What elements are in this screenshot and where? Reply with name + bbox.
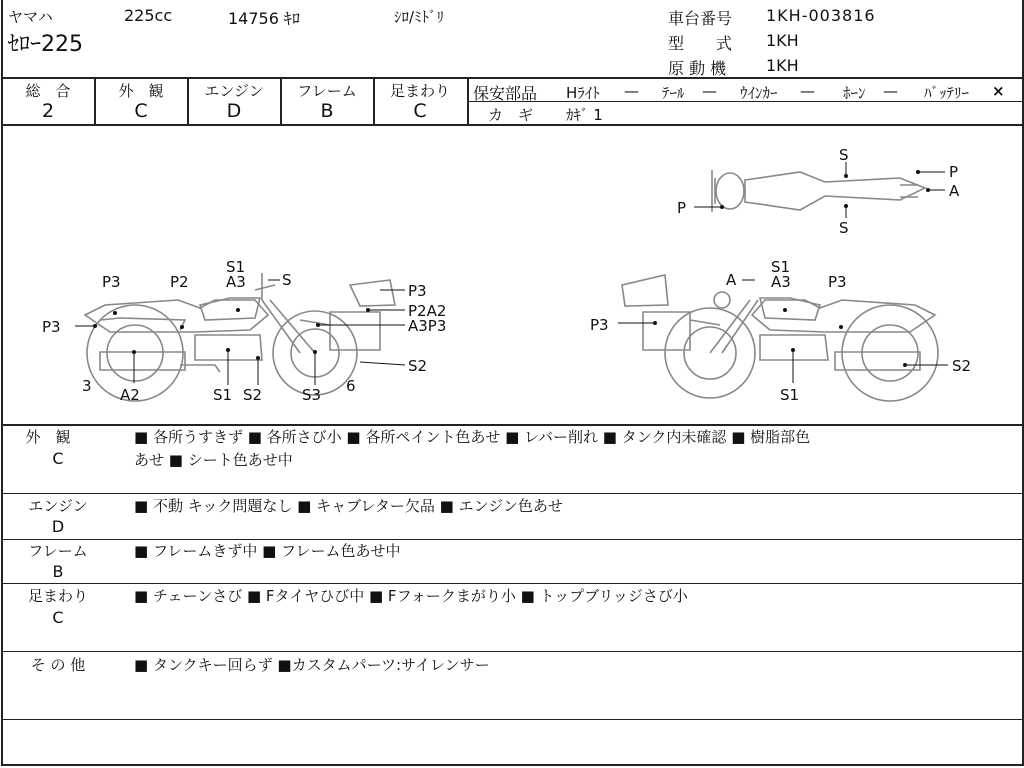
note-grade: C (52, 608, 64, 627)
grade-engine-label: エンジン (204, 82, 264, 100)
key-value: ｶｷﾞ 1 (566, 106, 603, 124)
note-grade: D (51, 517, 65, 536)
marker-dot (839, 325, 843, 329)
type-label: 型 式 (668, 34, 733, 53)
diagram-label: P3 (42, 318, 61, 336)
note-grade: C (52, 449, 64, 468)
grade-suspension-value: C (413, 100, 427, 122)
note-category: フレーム (28, 542, 88, 560)
safety-horn-val: — (883, 82, 898, 100)
note-text: ■ タンクキー回らず ■カスタムパーツ:サイレンサー (134, 656, 490, 674)
diagram-label: S1 (226, 258, 246, 276)
grade-exterior-value: C (134, 100, 148, 122)
frame-no-label: 車台番号 (668, 9, 733, 28)
diagram-label: S2 (952, 357, 972, 375)
grade-exterior-label: 外 観 (118, 82, 164, 100)
marker-dot (226, 348, 230, 352)
diagram-label: S1 (780, 386, 800, 404)
marker-dot (926, 188, 930, 192)
marker-dot (180, 325, 184, 329)
marker-dot (313, 350, 317, 354)
diagram-label: A3P3 (408, 317, 447, 335)
diagram-label: 3 (82, 377, 92, 395)
displacement: 225cc (124, 6, 173, 25)
marker-dot (783, 308, 787, 312)
engine-value: 1KH (766, 56, 799, 75)
safety-tail-val: — (702, 82, 717, 100)
safety-battery: ﾊﾞｯﾃﾘｰ (924, 84, 970, 102)
frame-no: 1KH-003816 (766, 6, 876, 25)
diagram-label: S (839, 219, 849, 237)
marker-dot (653, 321, 657, 325)
diagram-label: S3 (302, 386, 322, 404)
damage-diagram (0, 126, 1022, 424)
safety-headlight-val: — (624, 82, 639, 100)
diagram-label: P3 (102, 273, 121, 291)
note-category: 足まわり (27, 587, 88, 605)
diagram-label: P3 (828, 273, 847, 291)
marker-dot (113, 311, 117, 315)
diagram-label: P (949, 163, 959, 181)
safety-headlight: Hﾗｲﾄ (566, 84, 600, 102)
grade-engine-value: D (226, 100, 242, 122)
diagram-label: S (282, 271, 292, 289)
diagram-label: S (839, 146, 849, 164)
diagram-label: S1 (771, 258, 791, 276)
diagram-label: A (949, 182, 960, 200)
marker-dot (316, 323, 320, 327)
note-text: ■ フレームきず中 ■ フレーム色あせ中 (134, 542, 401, 560)
top-bike-drawing (712, 170, 925, 212)
marker-dot (903, 363, 907, 367)
grade-frame-label: フレーム (297, 82, 357, 100)
grade-suspension-label: 足まわり (389, 82, 450, 100)
note-text-cont: あせ ■ シート色あせ中 (134, 451, 293, 469)
grade-overall-label: 総 合 (25, 82, 71, 100)
diagram-label: S2 (408, 357, 428, 375)
marker-dot (844, 174, 848, 178)
mileage: 14756 ｷﾛ (228, 9, 300, 28)
safety-battery-val: × (992, 82, 1005, 100)
marker-dot (236, 308, 240, 312)
marker-dot (93, 324, 97, 328)
note-category: 外 観 (25, 428, 71, 446)
diagram-label: P (677, 199, 687, 217)
diagram-label: P2 (170, 273, 189, 291)
diagram-label: A3 (771, 273, 791, 291)
diagram-label: S2 (243, 386, 263, 404)
diagram-label: P3 (590, 316, 609, 334)
diagram-label: A2 (120, 386, 140, 404)
safety-winker: ｳｲﾝｶｰ (740, 84, 778, 102)
note-text: ■ 各所うすきず ■ 各所さび小 ■ 各所ペイント色あせ ■ レバー削れ ■ タンク内未確認 ■ 樹脂部色 (134, 428, 811, 446)
diagram-label: P2A2 (408, 302, 447, 320)
key-label: カ ギ (488, 106, 534, 124)
grade-overall-value: 2 (41, 100, 55, 122)
diagram-label: P3 (408, 282, 427, 300)
note-text: ■ 不動 キック問題なし ■ キャブレター欠品 ■ エンジン色あせ (134, 497, 563, 515)
marker-dot (916, 170, 920, 174)
marker-dot (720, 205, 724, 209)
maker: ヤマハ (8, 8, 53, 26)
diagram-label: S1 (213, 386, 233, 404)
safety-horn: ﾎｰﾝ (843, 84, 866, 102)
marker-dot (366, 308, 370, 312)
engine-label: 原 動 機 (668, 59, 727, 78)
marker-dot (844, 204, 848, 208)
diagram-label: A3 (226, 273, 246, 291)
safety-label: 保安部品 (473, 84, 538, 103)
note-text: ■ チェーンさび ■ Fタイヤひび中 ■ Fフォークまがり小 ■ トップブリッジさび小 (134, 587, 688, 605)
note-category: そ の 他 (30, 656, 86, 674)
diagram-label: A (726, 271, 737, 289)
marker-dot (256, 356, 260, 360)
right-bike-drawing (622, 275, 938, 401)
safety-winker-val: — (800, 82, 815, 100)
color: ｼﾛ/ﾐﾄﾞﾘ (394, 8, 445, 26)
diagram-label: 6 (346, 377, 356, 395)
marker-dot (791, 348, 795, 352)
note-category: エンジン (28, 497, 88, 515)
marker-dot (132, 350, 136, 354)
note-grade: B (52, 562, 64, 581)
safety-tail: ﾃｰﾙ (662, 84, 685, 102)
type-value: 1KH (766, 31, 799, 50)
model-name: ｾﾛｰ225 (8, 32, 83, 57)
grade-frame-value: B (320, 100, 334, 122)
